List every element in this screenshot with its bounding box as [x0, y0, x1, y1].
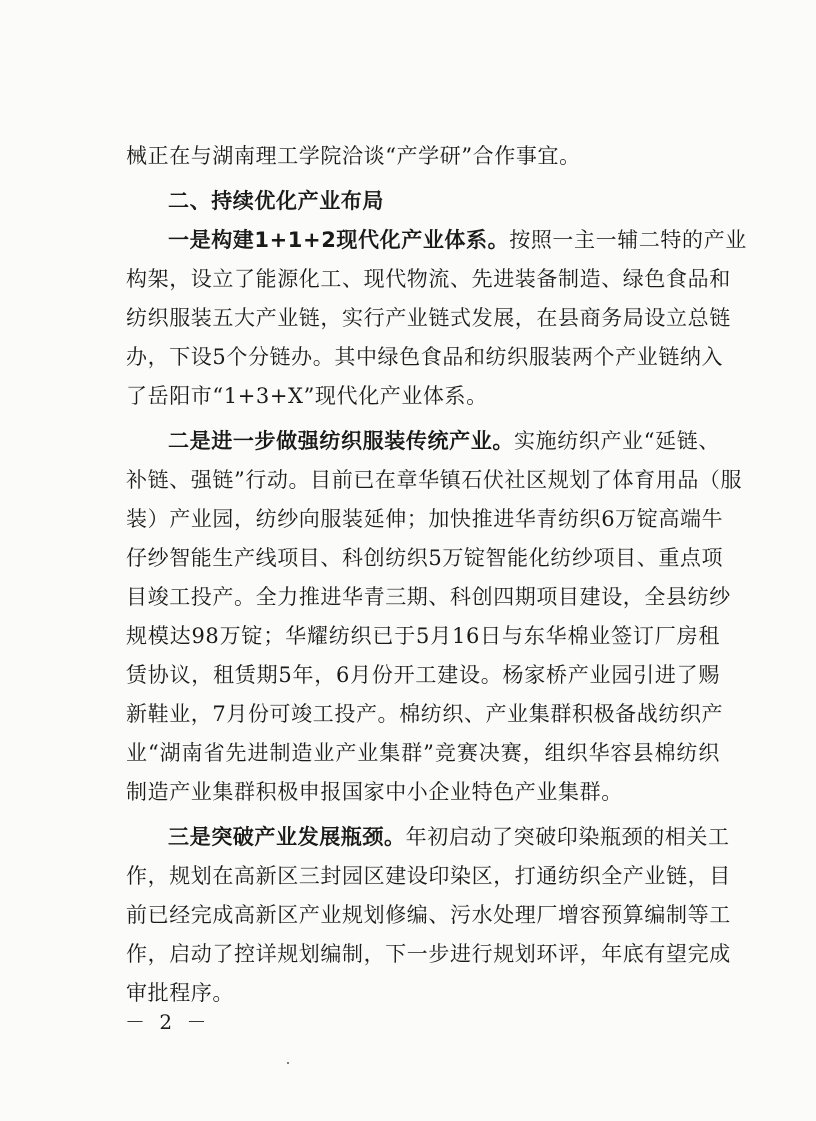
scan-speck	[287, 1062, 289, 1064]
paragraph-1-line: 纺织服装五大产业链，实行产业链式发展，在县商务局设立总链	[126, 306, 731, 330]
paragraph-1-line	[126, 221, 747, 260]
paragraph-2-line: 补链、强链”行动。目前已在章华镇石伏社区规划了体育用品（服	[126, 468, 743, 492]
paragraph-1-line-text: 按照一主一辅二特的产业	[509, 228, 747, 252]
paragraph-2-line: 装）产业园，纺纱向服装延伸；加快推进华青纺织6万锭高端牛	[126, 507, 724, 531]
paragraph-2-line: 新鞋业，7月份可竣工投产。棉纺织、产业集群积极备战纺织产	[126, 702, 724, 726]
paragraph-3-line	[126, 818, 730, 857]
paragraph-3-line: 作，启动了控详规划编制，下一步进行规划环评，年底有望完成	[126, 942, 731, 966]
paragraph-2-line: 规模达98万锭；华耀纺织已于5月16日与东华棉业签订厂房租	[126, 624, 720, 648]
paragraph-1-line: 办，下设5个分链办。其中绿色食品和纺织服装两个产业链纳入	[126, 345, 724, 369]
paragraph-2-line: 赁协议，租赁期5年，6月份开工建设。杨家桥产业园引进了赐	[126, 663, 720, 687]
paragraph-2-lead: 二是进一步做强纺织服装传统产业。	[168, 429, 515, 453]
paragraph-1-lead: 一是构建1+1+2现代化产业体系。	[168, 228, 510, 252]
section-heading: 二、持续优化产业布局	[168, 189, 384, 213]
page-number: － 2 －	[125, 1010, 211, 1034]
paragraph-3-line: 审批程序。	[126, 981, 234, 1005]
paragraph-2-line: 业“湖南省先进制造业产业集群”竞赛决赛，组织华容县棉纺织	[126, 741, 720, 765]
paragraph-2-line: 仔纱智能生产线项目、科创纺织5万锭智能化纺纱项目、重点项	[126, 546, 724, 570]
paragraph-2-line-text: 实施纺织产业“延链、	[514, 429, 720, 453]
paragraph-1-line: 构架，设立了能源化工、现代物流、先进装备制造、绿色食品和	[126, 267, 731, 291]
paragraph-continuation-line: 械正在与湖南理工学院洽谈“产学研”合作事宜。	[126, 144, 581, 168]
paragraph-3-line: 作，规划在高新区三封园区建设印染区，打通纺织全产业链，目	[126, 864, 731, 888]
paragraph-3-lead: 三是突破产业发展瓶颈。	[168, 825, 406, 849]
paragraph-2-line	[126, 422, 720, 461]
paragraph-3-line: 前已经完成高新区产业规划修编、污水处理厂增容预算编制等工	[126, 903, 731, 927]
paragraph-2-line: 目竣工投产。全力推进华青三期、科创四期项目建设，全县纺纱	[126, 585, 731, 609]
paragraph-1-line: 了岳阳市“1+3+X”现代化产业体系。	[126, 384, 488, 408]
paragraph-2-line: 制造产业集群积极申报国家中小企业特色产业集群。	[126, 780, 623, 804]
paragraph-3-line-text: 年初启动了突破印染瓶颈的相关工	[405, 825, 730, 849]
document-body	[126, 137, 747, 1013]
